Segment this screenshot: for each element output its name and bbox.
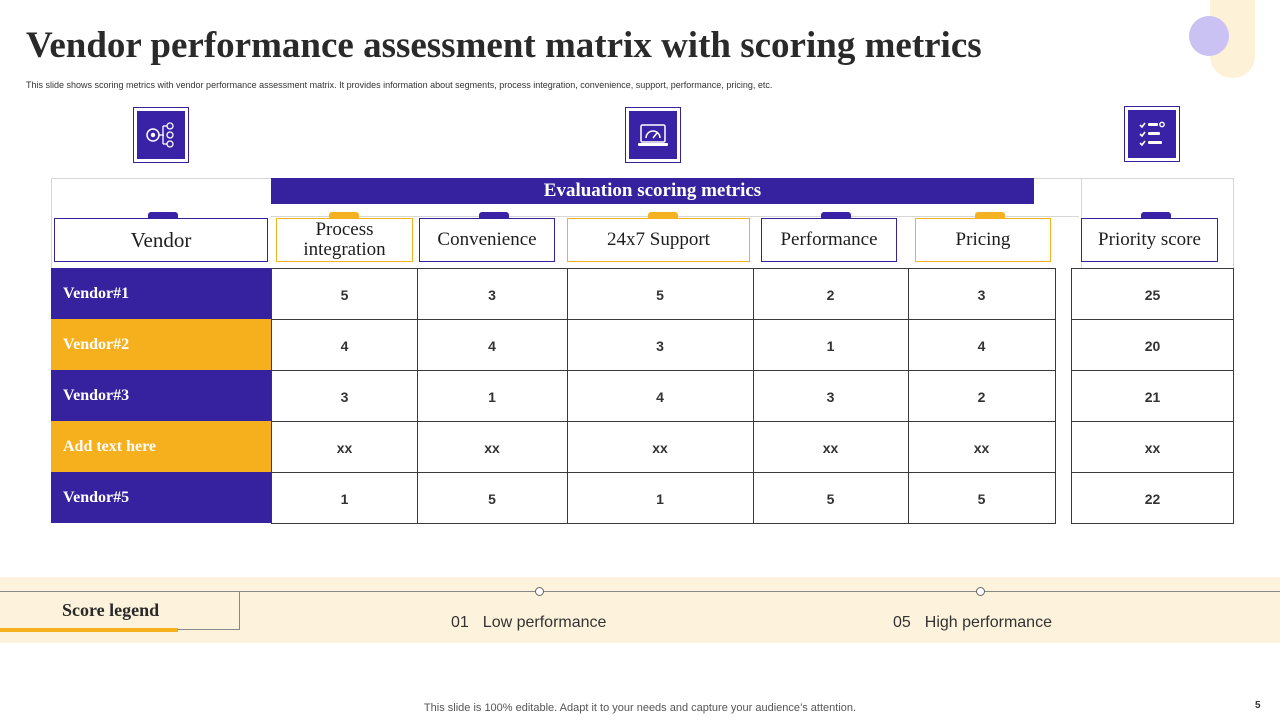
legend-item-low xyxy=(451,614,606,632)
checklist-icon xyxy=(1135,117,1169,151)
decorative-circle xyxy=(1189,16,1229,56)
score-cell: 1 xyxy=(826,337,835,354)
footer-note: This slide is 100% editable. Adapt it to your needs and capture your audience’s attention. xyxy=(423,702,857,714)
column-header-vendor: Vendor xyxy=(54,218,268,262)
speedometer-laptop-icon-box xyxy=(625,107,681,163)
legend-dot-low xyxy=(535,587,544,596)
score-cell: 2 xyxy=(977,388,986,405)
score-cell: xx xyxy=(484,439,500,456)
column-header-priority-score: Priority score xyxy=(1081,218,1218,262)
network-segments-icon-box xyxy=(133,107,189,163)
legend-item-high xyxy=(893,614,1052,632)
legend-high-number: 05 xyxy=(893,614,911,631)
page-title: Vendor performance assessment matrix with scoring metrics xyxy=(26,25,982,66)
column-header-pricing: Pricing xyxy=(915,218,1051,262)
score-cell: 1 xyxy=(488,388,496,405)
score-cell: 5 xyxy=(656,286,664,303)
score-cell: 3 xyxy=(656,337,664,354)
priority-score-cell: xx xyxy=(1144,439,1161,456)
row-label-vendor-3: Vendor#3 xyxy=(51,370,271,421)
legend-low-number: 01 xyxy=(451,614,469,631)
score-cell: 5 xyxy=(826,490,835,507)
column-header-support: 24x7 Support xyxy=(567,218,750,262)
score-cell: 5 xyxy=(488,490,496,507)
row-label-vendor-4: Add text here xyxy=(51,421,271,472)
speedometer-laptop-icon xyxy=(636,118,670,152)
row-label-vendor-2: Vendor#2 xyxy=(51,319,271,370)
legend-dot-high xyxy=(976,587,985,596)
page-subtitle: This slide shows scoring metrics with vendor performance assessment matrix. It provides information about segments, process integration, convenience, support, performance, pricing, etc. xyxy=(26,80,773,90)
score-cell: 3 xyxy=(977,286,986,303)
legend-low-label: Low performance xyxy=(482,614,607,631)
column-header-performance: Performance xyxy=(761,218,897,262)
legend-underline xyxy=(0,628,178,632)
priority-score-cell: 20 xyxy=(1144,337,1161,354)
column-header-convenience: Convenience xyxy=(419,218,555,262)
score-cell: 3 xyxy=(340,388,349,405)
priority-score-cell: 25 xyxy=(1144,286,1161,303)
score-cell: xx xyxy=(822,439,839,456)
page-number: 5 xyxy=(1255,700,1261,711)
score-cell: 3 xyxy=(488,286,496,303)
score-cell: 5 xyxy=(977,490,986,507)
score-cell: 4 xyxy=(340,337,349,354)
score-cell: 4 xyxy=(977,337,986,354)
row-label-vendor-1: Vendor#1 xyxy=(51,268,271,319)
score-cell: 3 xyxy=(826,388,835,405)
score-cell: 2 xyxy=(826,286,835,303)
priority-score-cell: 22 xyxy=(1144,490,1161,507)
score-cell: 4 xyxy=(488,337,496,354)
score-grid xyxy=(271,268,1056,524)
legend-title: Score legend xyxy=(62,600,160,620)
legend-line xyxy=(240,591,1280,592)
score-cell: 4 xyxy=(656,388,664,405)
score-cell: 5 xyxy=(340,286,349,303)
score-cell: xx xyxy=(973,439,990,456)
score-cell: 1 xyxy=(656,490,664,507)
score-cell: xx xyxy=(336,439,353,456)
network-segments-icon xyxy=(144,118,178,152)
column-header-process-integration: Process integration xyxy=(276,218,413,262)
checklist-icon-box xyxy=(1124,106,1180,162)
evaluation-metrics-header: Evaluation scoring metrics xyxy=(271,178,1034,204)
score-cell: xx xyxy=(652,439,668,456)
row-label-vendor-5: Vendor#5 xyxy=(51,472,271,523)
legend-high-label: High performance xyxy=(924,614,1052,631)
priority-score-cell: 21 xyxy=(1144,388,1161,405)
priority-score-grid xyxy=(1071,268,1234,524)
score-cell: 1 xyxy=(340,490,349,507)
